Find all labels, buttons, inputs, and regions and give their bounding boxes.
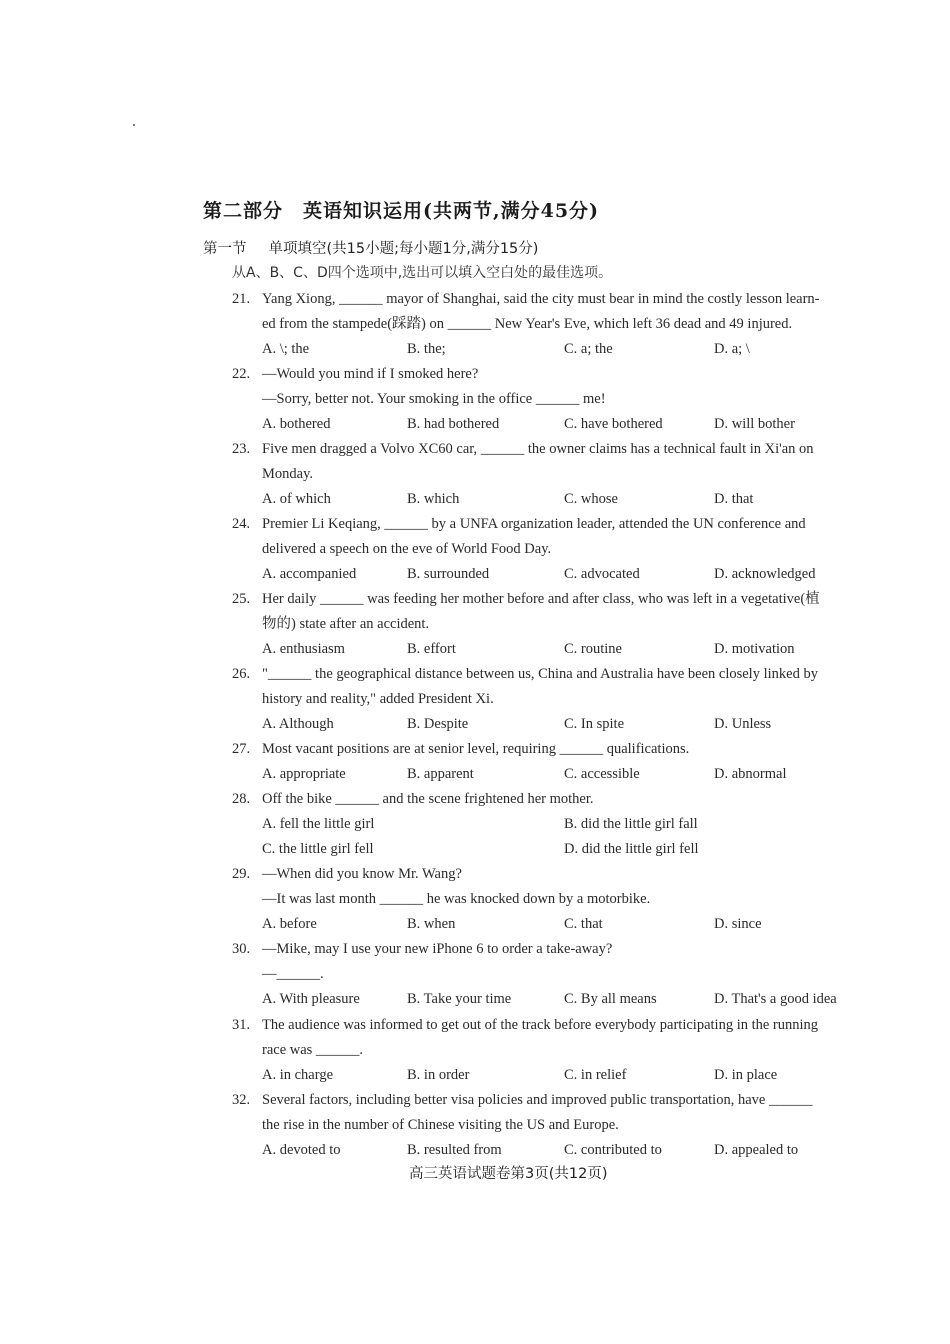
question-text: Premier Li Keqiang, ______ by a UNFA organization leader, attended the UN conference and <box>262 516 806 532</box>
question-24 <box>232 512 872 587</box>
option-choice: B. which <box>407 491 460 507</box>
option-choice: A. of which <box>262 491 331 507</box>
options-row <box>232 337 872 362</box>
option-choice: B. did the little girl fall <box>564 816 698 832</box>
option-choice: A. accompanied <box>262 566 357 582</box>
option-choice: A. enthusiasm <box>262 641 345 657</box>
question-text: "______ the geographical distance between us, China and Australia have been closely linked by <box>262 666 818 682</box>
question-text: ed from the stampede(踩踏) on ______ New Year's Eve, which left 36 dead and 49 injured. <box>262 316 793 332</box>
option-choice: D. motivation <box>714 641 795 657</box>
question-text: —Sorry, better not. Your smoking in the office ______ me! <box>262 391 606 407</box>
question-text-line <box>232 387 872 412</box>
question-text: —______. <box>262 966 324 982</box>
question-text-line <box>232 612 872 637</box>
option-choice: B. the; <box>407 341 446 357</box>
option-choice: C. advocated <box>564 566 640 582</box>
question-text: —It was last month ______ he was knocked down by a motorbike. <box>262 891 651 907</box>
section-instruction: 从A、B、C、D四个选项中,选出可以填入空白处的最佳选项。 <box>232 265 613 281</box>
question-number: 24. <box>232 516 251 532</box>
part-title: 第二部分 英语知识运用(共两节,满分45分) <box>203 200 600 222</box>
question-text: race was ______. <box>262 1042 364 1058</box>
question-text: Five men dragged a Volvo XC60 car, ______ the owner claims has a technical fault in Xi'an on <box>262 441 814 457</box>
question-number: 28. <box>232 791 251 807</box>
option-choice: D. a; \ <box>714 341 750 357</box>
option-choice: B. resulted from <box>407 1142 502 1158</box>
option-choice: D. That's a good idea <box>714 991 837 1007</box>
question-text: Yang Xiong, ______ mayor of Shanghai, said the city must bear in mind the costly lesson learn- <box>262 291 820 307</box>
question-32 <box>232 1088 872 1163</box>
question-text-line <box>232 662 872 687</box>
question-25 <box>232 587 872 662</box>
question-text-line <box>232 1113 872 1138</box>
options-row <box>232 712 872 737</box>
option-choice: D. will bother <box>714 416 795 432</box>
question-text: —When did you know Mr. Wang? <box>262 866 462 882</box>
option-choice: B. apparent <box>407 766 474 782</box>
option-choice: B. had bothered <box>407 416 500 432</box>
question-number: 25. <box>232 591 251 607</box>
question-text: Several factors, including better visa policies and improved public transportation, have ______ <box>262 1092 813 1108</box>
option-choice: C. In spite <box>564 716 625 732</box>
option-choice: A. fell the little girl <box>262 816 375 832</box>
question-text-line <box>232 537 872 562</box>
question-text-line <box>232 1013 872 1038</box>
option-choice: C. routine <box>564 641 622 657</box>
question-text: —Would you mind if I smoked here? <box>262 366 479 382</box>
question-text-line <box>232 787 872 812</box>
question-number: 23. <box>232 441 251 457</box>
question-text: The audience was informed to get out of the track before everybody participating in the running <box>262 1017 819 1033</box>
question-30 <box>232 937 872 1012</box>
question-27 <box>232 737 872 787</box>
option-choice: A. \; the <box>262 341 310 357</box>
options-row <box>232 987 872 1012</box>
question-text: the rise in the number of Chinese visiting the US and Europe. <box>262 1117 619 1133</box>
question-number: 29. <box>232 866 251 882</box>
question-number: 30. <box>232 941 251 957</box>
option-choice: C. By all means <box>564 991 657 1007</box>
question-text: —Mike, may I use your new iPhone 6 to order a take-away? <box>262 941 613 957</box>
option-choice: D. appealed to <box>714 1142 799 1158</box>
question-text-line <box>232 737 872 762</box>
options-row <box>232 762 872 787</box>
question-28 <box>232 787 872 862</box>
option-choice: D. since <box>714 916 762 932</box>
question-number: 22. <box>232 366 251 382</box>
option-choice: A. Although <box>262 716 334 732</box>
question-text: Off the bike ______ and the scene frightened her mother. <box>262 791 594 807</box>
question-text-line <box>232 887 872 912</box>
question-number: 26. <box>232 666 251 682</box>
option-choice: D. Unless <box>714 716 772 732</box>
option-choice: A. appropriate <box>262 766 346 782</box>
option-choice: A. in charge <box>262 1067 333 1083</box>
option-choice: B. Despite <box>407 716 469 732</box>
options-row <box>232 837 872 862</box>
question-23 <box>232 437 872 512</box>
question-text-line <box>232 312 872 337</box>
options-row <box>232 812 872 837</box>
option-choice: C. whose <box>564 491 618 507</box>
question-text-line <box>232 437 872 462</box>
question-text: Monday. <box>262 466 314 482</box>
option-choice: A. before <box>262 916 317 932</box>
page-footer: 高三英语试题卷第3页(共12页) <box>409 1166 608 1182</box>
option-choice: B. in order <box>407 1067 470 1083</box>
option-choice: D. abnormal <box>714 766 787 782</box>
question-22 <box>232 362 872 437</box>
option-choice: D. did the little girl fell <box>564 841 699 857</box>
question-text-line <box>232 287 872 312</box>
options-row <box>232 412 872 437</box>
question-text-line <box>232 462 872 487</box>
question-text-line <box>232 512 872 537</box>
options-row <box>232 562 872 587</box>
option-choice: C. contributed to <box>564 1142 662 1158</box>
speck <box>133 124 135 126</box>
options-row <box>232 912 872 937</box>
question-text-line <box>232 362 872 387</box>
option-choice: B. when <box>407 916 456 932</box>
question-number: 31. <box>232 1017 251 1033</box>
question-text-line <box>232 862 872 887</box>
question-text-line <box>232 1088 872 1113</box>
question-text-line <box>232 687 872 712</box>
question-21 <box>232 287 872 362</box>
question-text-line <box>232 962 872 987</box>
option-choice: D. that <box>714 491 754 507</box>
question-number: 27. <box>232 741 251 757</box>
option-choice: C. accessible <box>564 766 640 782</box>
question-text: history and reality," added President Xi. <box>262 691 494 707</box>
question-text-line <box>232 1038 872 1063</box>
question-text-line <box>232 937 872 962</box>
question-number: 21. <box>232 291 251 307</box>
question-text: 物的) state after an accident. <box>262 616 430 632</box>
option-choice: C. a; the <box>564 341 613 357</box>
options-row <box>232 1063 872 1088</box>
options-row <box>232 637 872 662</box>
question-29 <box>232 862 872 937</box>
question-number: 32. <box>232 1092 251 1108</box>
question-31 <box>232 1013 872 1088</box>
option-choice: D. acknowledged <box>714 566 816 582</box>
option-choice: C. the little girl fell <box>262 841 374 857</box>
question-text: Most vacant positions are at senior level, requiring ______ qualifications. <box>262 741 690 757</box>
option-choice: C. have bothered <box>564 416 663 432</box>
question-text-line <box>232 587 872 612</box>
options-row <box>232 487 872 512</box>
option-choice: A. With pleasure <box>262 991 360 1007</box>
option-choice: C. in relief <box>564 1067 627 1083</box>
option-choice: B. effort <box>407 641 456 657</box>
section-label: 第一节 <box>203 241 247 257</box>
question-26 <box>232 662 872 737</box>
section-title: 单项填空(共15小题;每小题1分,满分15分) <box>268 241 539 257</box>
option-choice: A. bothered <box>262 416 331 432</box>
question-text: Her daily ______ was feeding her mother before and after class, who was left in a vegetative(植 <box>262 591 820 607</box>
section-heading <box>203 237 538 258</box>
option-choice: B. Take your time <box>407 991 512 1007</box>
options-row <box>232 1138 872 1163</box>
option-choice: B. surrounded <box>407 566 490 582</box>
question-text: delivered a speech on the eve of World Food Day. <box>262 541 552 557</box>
option-choice: D. in place <box>714 1067 778 1083</box>
option-choice: C. that <box>564 916 603 932</box>
option-choice: A. devoted to <box>262 1142 341 1158</box>
